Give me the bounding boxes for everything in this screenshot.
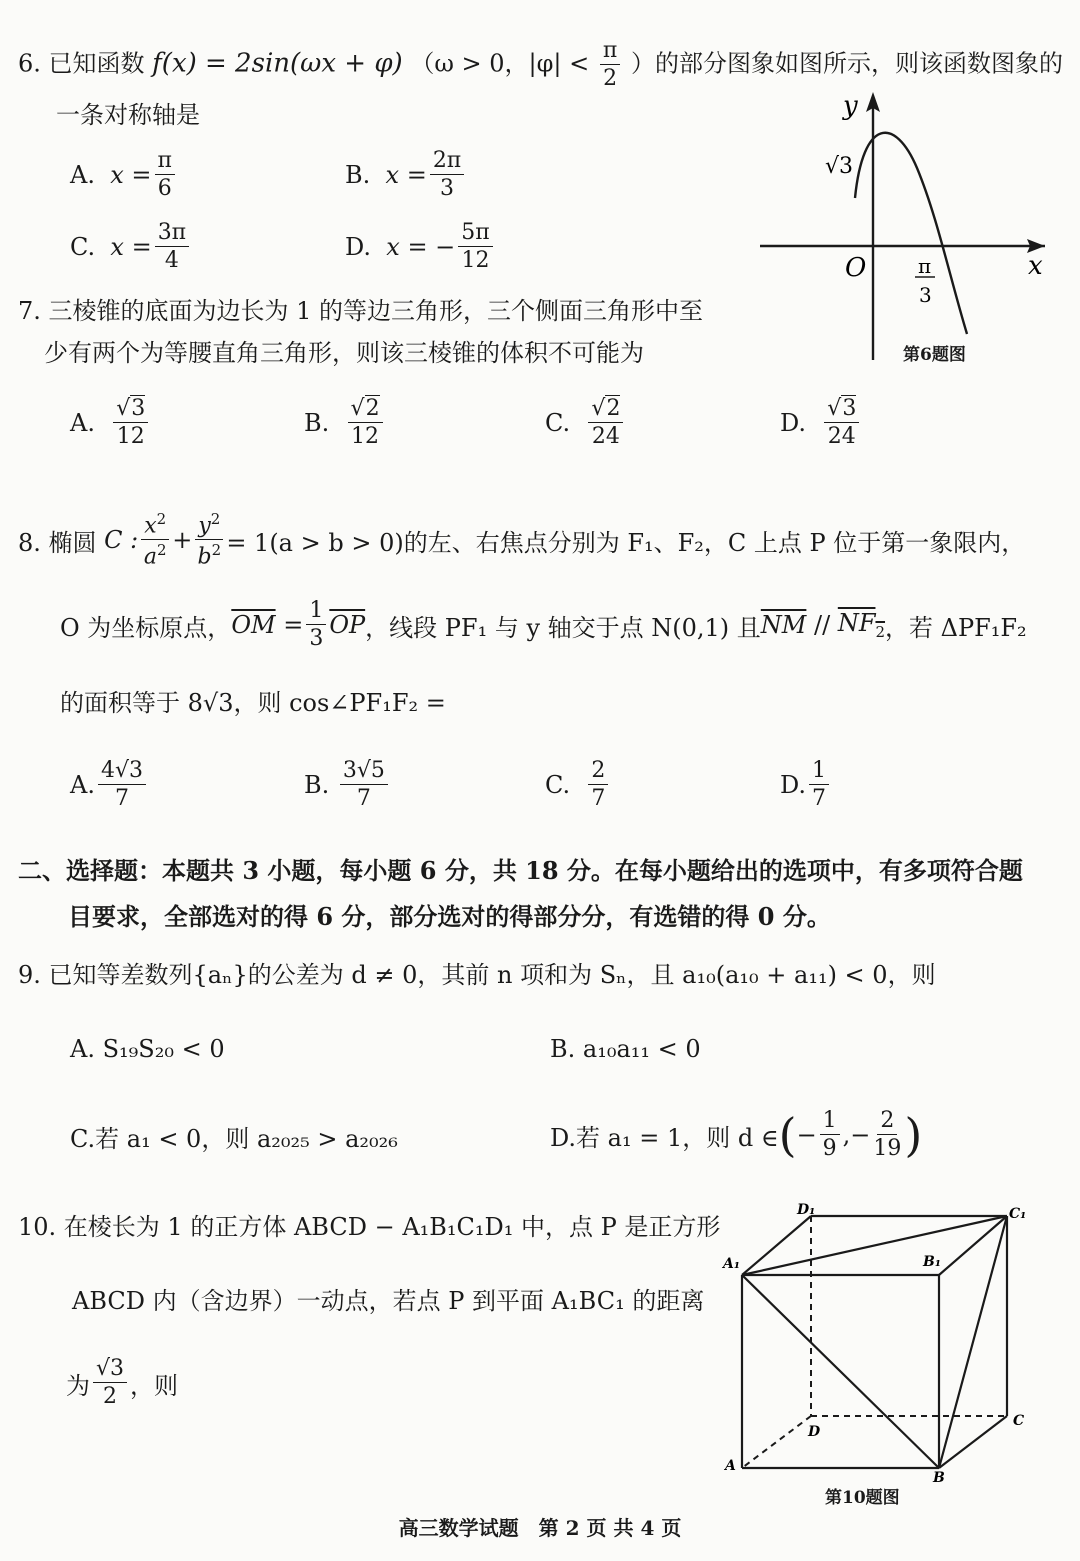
q8-option-c[interactable]: C. $\frac{2}{7}$ (545, 760, 611, 810)
q6-option-d[interactable]: D. x = − $\frac{5\pi}{12}$ (345, 222, 496, 272)
q6-figure-caption: 第6题图 (903, 345, 966, 365)
q7-option-a[interactable]: A. $\frac{√3}{12}$ (70, 398, 151, 448)
q8-stem-line1: 8. 椭圆 C : $\frac{x^2}{a^2}$ + $\frac{y^2}{b^2}$ = 1(a > b > 0)的左、右焦点分别为 F₁、F₂，C 上点 P 位于第一象限内， (18, 510, 1026, 570)
y-mark-sqrt3: √3 (825, 154, 854, 179)
q6-option-a[interactable]: A. x = $\frac{\pi}{6}$ (70, 150, 178, 200)
q8-stem-line2: O 为坐标原点， $\overline{OM}$ = $\frac{1}{3}$ $\overline{OP}$ ，线段 PF₁ 与 y 轴交于点 N(0,1) 且 $\overline{NM}$ // $NF_2$ ，若 ΔPF₁F₂ (60, 598, 1027, 651)
q7-stem-line2: 少有两个为等腰直角三角形，则该三棱锥的体积不可能为 (44, 339, 644, 367)
q10-figure-caption: 第10题图 (825, 1488, 900, 1508)
q8-option-d[interactable]: D. $\frac{1}{7}$ (780, 760, 832, 810)
q10-stem-line3: 为 $\frac{√3}{2}$ ，则 (66, 1356, 179, 1409)
label-c: C (1013, 1413, 1025, 1429)
label-d: D (808, 1424, 821, 1440)
q8-option-a[interactable]: A. $\frac{4√3}{7}$ (70, 760, 149, 810)
q9-option-d[interactable]: D.若 a₁ = 1，则 d ∈ ( − $\frac{1}{9}$ ,− $\frac{2}{19}$ ) (550, 1108, 923, 1162)
label-a: A (725, 1458, 736, 1474)
x-mark-pi: π (918, 254, 932, 278)
q8-stem-line3: 的面积等于 8√3，则 cos∠PF₁F₂ = (60, 689, 446, 717)
label-d1: D₁ (797, 1202, 816, 1218)
q9-option-b[interactable]: B. a₁₀a₁₁ < 0 (550, 1035, 701, 1063)
q6-function: f(x) = 2sin(ωx + φ) (152, 48, 403, 79)
y-axis-label: y (843, 91, 858, 121)
q6-pi-over-2: $\frac{\pi}{2}$ (600, 40, 620, 90)
q10-cube-figure (715, 1200, 1040, 1490)
q6-stem-b: ）的部分图象如图所示，则该函数图象的 (631, 49, 1063, 78)
label-b: B (933, 1470, 945, 1486)
label-c1: C₁ (1009, 1206, 1027, 1222)
q10-stem-line1: 10. 在棱长为 1 的正方体 ABCD − A₁B₁C₁D₁ 中，点 P 是正方形 (18, 1213, 721, 1241)
q6-option-b[interactable]: B. x = $\frac{2\pi}{3}$ (345, 150, 467, 200)
q6-stem-line1 (18, 40, 1063, 90)
q10-stem-line2: ABCD 内（含边界）一动点，若点 P 到平面 A₁BC₁ 的距离 (72, 1287, 705, 1315)
q7-option-c[interactable]: C. $\frac{√2}{24}$ (545, 398, 626, 448)
label-a1: A₁ (723, 1256, 740, 1272)
q6-stem-line2: 一条对称轴是 (56, 101, 200, 129)
q6-stem-a: 6. 已知函数 (18, 49, 145, 78)
section2-line2: 目要求，全部选对的得 6 分，部分选对的得部分分，有选错的得 0 分。 (68, 902, 831, 931)
label-b1: B₁ (923, 1254, 941, 1270)
q7-option-b[interactable]: B. $\frac{√2}{12}$ (304, 398, 386, 448)
q6-condition: （ω > 0，|φ| < (410, 49, 590, 78)
origin-label: O (845, 253, 867, 283)
q6-option-c[interactable]: C. x = $\frac{3\pi}{4}$ (70, 222, 192, 272)
x-axis-label: x (1028, 251, 1043, 281)
section2-line1: 二、选择题：本题共 3 小题，每小题 6 分，共 18 分。在每小题给出的选项中，有多项符合题 (18, 856, 1023, 885)
x-mark-3: 3 (919, 283, 932, 307)
sine-curve (855, 133, 967, 334)
q9-option-c[interactable]: C.若 a₁ < 0，则 a₂₀₂₅ > a₂₀₂₆ (70, 1125, 398, 1153)
q7-stem-line1: 7. 三棱锥的底面为边长为 1 的等边三角形，三个侧面三角形中至 (18, 297, 704, 325)
q9-option-a[interactable]: A. S₁₉S₂₀ < 0 (70, 1035, 225, 1063)
q8-option-b[interactable]: B. $\frac{3√5}{7}$ (304, 760, 391, 810)
page-footer: 高三数学试题 第 2 页 共 4 页 (398, 1516, 682, 1540)
q9-stem: 9. 已知等差数列{aₙ}的公差为 d ≠ 0，其前 n 项和为 Sₙ，且 a₁₀(a₁₀ + a₁₁) < 0，则 (18, 961, 936, 989)
q7-option-d[interactable]: D. $\frac{√3}{24}$ (780, 398, 862, 448)
q6-graph-figure (755, 88, 1055, 373)
